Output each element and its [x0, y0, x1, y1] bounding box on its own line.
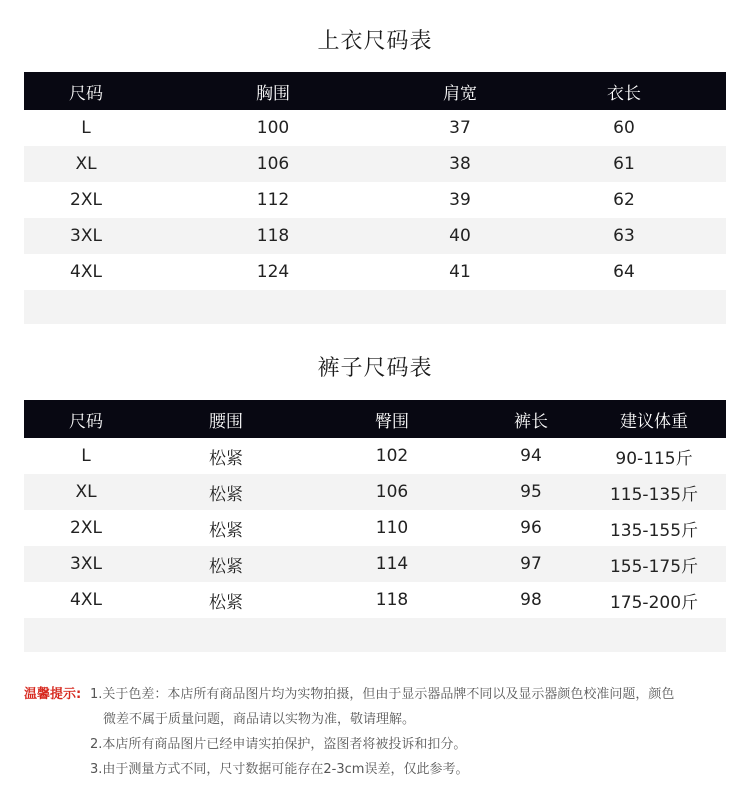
table-cell: 38	[398, 146, 522, 182]
table-cell	[582, 618, 726, 652]
table-cell	[24, 290, 148, 324]
table-row	[24, 510, 726, 546]
tip-item-1-continued: 微差不属于质量问题，商品请以实物为准，敬请理解。	[103, 712, 416, 727]
table-cell	[522, 290, 726, 324]
table-cell: 60	[613, 118, 635, 138]
table-cell: 106	[148, 146, 398, 182]
table-cell: 98	[520, 590, 542, 610]
table-cell: 102	[375, 446, 409, 466]
table-cell: 90-115斤	[615, 448, 693, 469]
pants-size-chart-title: 裤子尺码表	[317, 356, 433, 381]
table-cell: 2XL	[70, 190, 102, 210]
table-cell: 94	[520, 446, 542, 466]
table-row	[24, 254, 726, 290]
table-cell: 106	[304, 474, 480, 510]
table-row	[24, 182, 726, 218]
tip-item-2: 2.本店所有商品图片已经申请实拍保护，盗图者将被投诉和扣分。	[90, 737, 467, 752]
table-cell: XL	[24, 146, 148, 182]
table-cell: 4XL	[70, 262, 102, 282]
table-cell	[398, 290, 522, 324]
table-cell: 114	[304, 546, 480, 582]
table-cell: L	[81, 446, 91, 466]
table-row	[24, 546, 726, 582]
table-cell: L	[81, 118, 91, 138]
table-header-row	[24, 72, 726, 110]
table-cell: 松紧	[148, 474, 304, 510]
table-cell: 135-155斤	[609, 520, 699, 541]
table-cell	[148, 290, 398, 324]
table-cell: 3XL	[24, 546, 148, 582]
column-header: 尺码	[24, 400, 148, 438]
table-cell: 37	[449, 118, 471, 138]
table-cell: 2XL	[70, 518, 102, 538]
table-cell: 62	[613, 190, 635, 210]
table-cell: 63	[522, 218, 726, 254]
table-cell: 40	[398, 218, 522, 254]
table-cell: 松紧	[148, 546, 304, 582]
table-row	[24, 582, 726, 618]
table-cell: 115-135斤	[582, 474, 726, 510]
table-cell: 4XL	[70, 590, 102, 610]
table-empty-row	[24, 618, 726, 652]
table-cell: XL	[24, 474, 148, 510]
table-cell: 64	[613, 262, 635, 282]
table-cell: 124	[256, 262, 290, 282]
tip-item-1: 1.关于色差：本店所有商品图片均为实物拍摄，但由于显示器品牌不同以及显示器颜色校准问题，颜色	[90, 687, 675, 702]
table-row	[24, 110, 726, 146]
table-cell: 112	[256, 190, 290, 210]
table-row	[24, 438, 726, 474]
table-row	[24, 146, 726, 182]
table-row	[24, 474, 726, 510]
table-empty-row	[24, 290, 726, 324]
table-cell: 118	[148, 218, 398, 254]
table-cell: 3XL	[24, 218, 148, 254]
table-header-row	[24, 400, 726, 438]
table-cell: 118	[375, 590, 409, 610]
table-cell: 松紧	[209, 520, 243, 541]
table-cell: 175-200斤	[609, 592, 699, 613]
column-header: 胸围	[148, 72, 398, 110]
pants-size-table	[24, 400, 726, 652]
column-header: 尺码	[24, 72, 148, 110]
column-header: 腰围	[148, 400, 304, 438]
tip-item-3: 3.由于测量方式不同，尺寸数据可能存在2-3cm误差，仅此参考。	[90, 762, 469, 777]
table-row	[24, 218, 726, 254]
table-cell: 松紧	[209, 592, 243, 613]
top-size-table	[24, 72, 726, 324]
top-size-chart-title: 上衣尺码表	[317, 29, 433, 54]
table-cell	[304, 618, 480, 652]
column-header: 肩宽	[398, 72, 522, 110]
table-cell: 95	[480, 474, 582, 510]
tips-list	[90, 682, 726, 782]
table-cell: 96	[520, 518, 542, 538]
table-cell: 110	[375, 518, 409, 538]
table-cell: 97	[480, 546, 582, 582]
table-cell: 松紧	[209, 448, 243, 469]
column-header: 裤长	[480, 400, 582, 438]
column-header: 建议体重	[582, 400, 726, 438]
table-cell	[24, 618, 148, 652]
table-cell	[148, 618, 304, 652]
table-cell: 41	[449, 262, 471, 282]
table-cell: 61	[522, 146, 726, 182]
table-cell: 155-175斤	[582, 546, 726, 582]
tips-section	[24, 682, 726, 782]
table-cell: 100	[256, 118, 290, 138]
tips-label: 温馨提示:	[24, 687, 82, 702]
table-cell: 39	[449, 190, 471, 210]
table-cell	[480, 618, 582, 652]
column-header: 臀围	[304, 400, 480, 438]
column-header: 衣长	[522, 72, 726, 110]
